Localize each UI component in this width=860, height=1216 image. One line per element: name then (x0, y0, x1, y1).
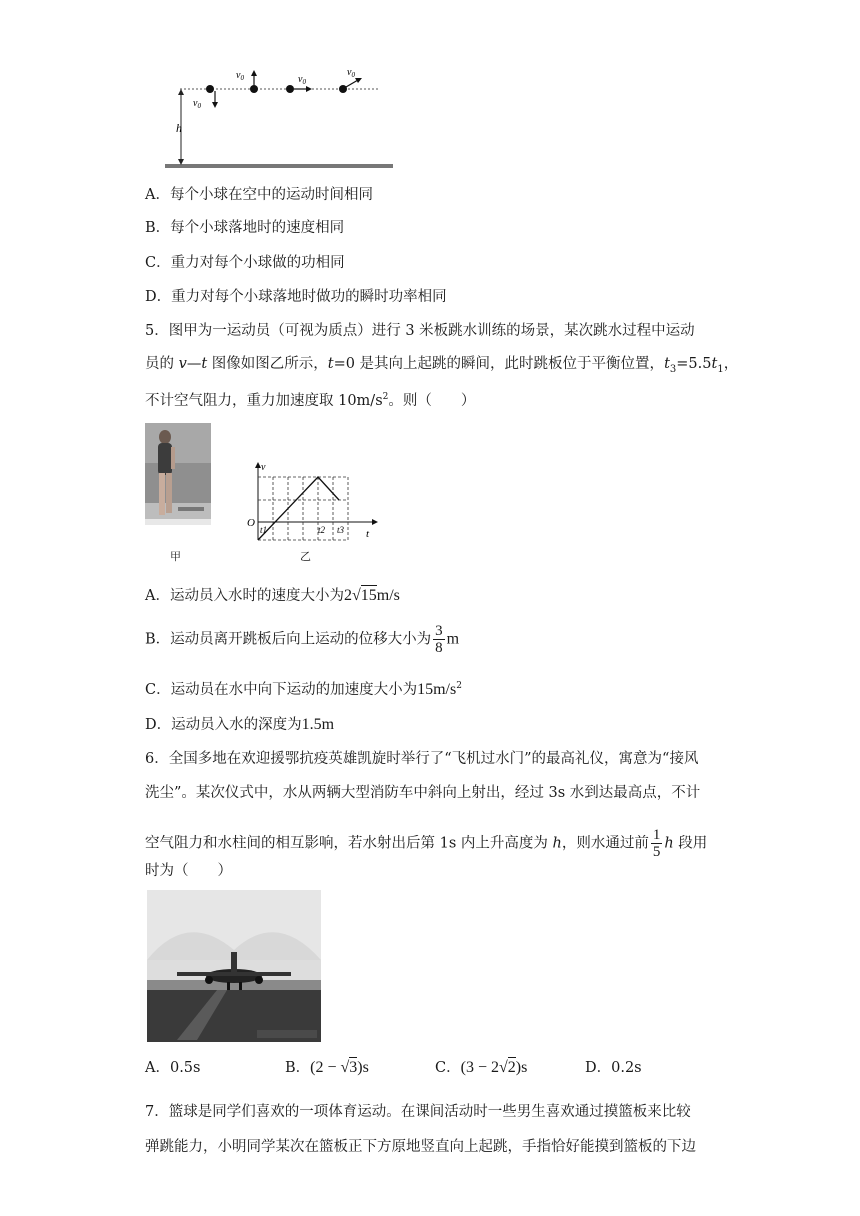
q6-option-c: C．(3 − 2√2)s (435, 1059, 528, 1076)
fraction-1-5: $\frac{1}{5}$ (652, 827, 661, 860)
graph-t3-label: t3 (337, 525, 345, 535)
q6-options (145, 1058, 642, 1078)
velocity-arrow-oblique (346, 80, 358, 87)
q5-option-b: B．运动员离开跳板后向上运动的位移大小为 $\frac{3}{8}$ m (145, 623, 460, 656)
graph-t1-label: t1 (260, 525, 268, 535)
diver-photo (145, 423, 211, 541)
velocity-arrowhead-down (212, 102, 218, 108)
caption-yi: 乙 (300, 550, 311, 563)
graph-t-label: t (366, 528, 370, 540)
ball-down (206, 85, 214, 93)
ball-up (250, 85, 258, 93)
fraction-3-8: $\frac{3}{8}$ (435, 623, 443, 656)
height-arrow-top (178, 89, 184, 95)
q5-option-c: C．运动员在水中向下运动的加速度大小为$15m/s^2$ (145, 680, 462, 698)
q5-stem-line1: 5．图甲为一运动员（可视为质点）进行 3 米板跳水训练的场景，某次跳水过程中运动 (145, 323, 695, 339)
q4-option-c: C．重力对每个小球做的功相同 (145, 255, 345, 271)
velocity-arrowhead-horizontal (306, 86, 312, 92)
ball-horizontal (286, 85, 294, 93)
q5-stem-line2: 员的 v—t 图像如图乙所示，t=0 是其向上起跳的瞬间，此时跳板位于平衡位置，$t_3=5.5t_1$， (145, 356, 739, 375)
q4-option-a: A．每个小球在空中的运动时间相同 (145, 187, 373, 203)
ball-oblique (339, 85, 347, 93)
ball-velocity-figure (160, 60, 400, 172)
q6-stem-line4: 时为（ ） (145, 863, 232, 879)
height-label: h (176, 121, 182, 135)
q6-option-b: B．(2 − √3)s (285, 1059, 369, 1076)
v0-label-down: $v_0$ (193, 98, 201, 110)
q6-stem-line1: 6．全国多地在欢迎援鄂抗疫英雄凯旋时举行了“飞机过水门”的最高礼仪，寓意为“接风 (145, 751, 699, 767)
q5-stem-line3: 不计空气阻力，重力加速度取 $10m/s^2$。则（ ） (145, 392, 476, 409)
q7-stem-line2: 弹跳能力，小明同学某次在篮板正下方原地竖直向上起跳，手指恰好能摸到篮板的下边 (145, 1139, 696, 1155)
q6-option-a: A．0.5s (145, 1060, 201, 1076)
q4-option-b: B．每个小球落地时的速度相同 (145, 220, 345, 236)
water-salute-photo (147, 890, 321, 1042)
q5-option-a: A．运动员入水时的速度大小为2√15m/s (145, 587, 400, 604)
q6-stem-line3: 空气阻力和水柱间的相互影响，若水射出后第 1s 内上升高度为 h，则水通过前 $\frac{1}{5}$ h 段用 (145, 827, 708, 860)
graph-t2-label: t2 (318, 525, 326, 535)
v0-label-horizontal: $v_0$ (298, 74, 306, 86)
q6-option-d: D．0.2s (585, 1060, 642, 1076)
q5-option-d: D．运动员入水的深度为1.5m (145, 716, 335, 733)
caption-jia: 甲 (170, 550, 181, 563)
graph-origin-label: O (247, 517, 255, 529)
q4-option-d: D．重力对每个小球落地时做功的瞬时功率相同 (145, 289, 447, 305)
v0-label-oblique: $v_0$ (347, 67, 355, 79)
q6-stem-line2: 洗尘”。某次仪式中，水从两辆大型消防车中斜向上射出，经过 3s 水到达最高点，不计 (145, 785, 701, 801)
graph-v-label: v (261, 462, 266, 473)
vt-curve (258, 477, 339, 540)
q7-stem-line1: 7．篮球是同学们喜欢的一项体育运动。在课间活动时一些男生喜欢通过摸篮板来比较 (145, 1104, 691, 1120)
vt-graph (244, 458, 384, 544)
velocity-arrowhead-up (251, 70, 257, 76)
v0-label-up: $v_0$ (236, 70, 244, 82)
